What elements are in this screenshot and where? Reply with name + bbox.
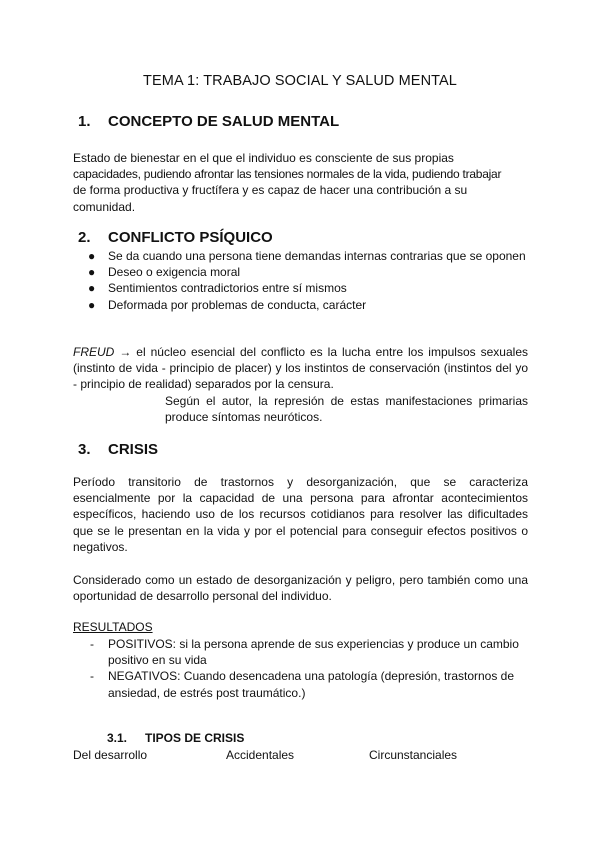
subsection-3-1-title: TIPOS DE CRISIS — [145, 731, 245, 745]
subsection-3-1-number: 3.1. — [107, 731, 128, 745]
crisis-paragraph-2: Considerado como un estado de desorganización y peligro, pero también como una oportunidad de desarrollo personal del individuo. — [73, 573, 528, 604]
crisis-paragraph-1: Período transitorio de trastornos y desorganización, que se caracteriza esencialmente por la capacidad de una persona para afrontar acontecimientos específicos, haciendo uso de los recursos cotidianos para resolver las dificultades que se le presentan en la vida y por el potencial para conseguir efectos positivos o negativos. — [73, 475, 528, 554]
freud-paragraph — [73, 344, 528, 393]
dash-icon: - — [90, 669, 94, 684]
section-2-title: CONFLICTO PSÍQUICO — [108, 229, 273, 246]
section-1-number: 1. — [78, 113, 91, 130]
crisis-type-accidental: Accidentales — [226, 748, 295, 762]
freud-indent-paragraph: Según el autor, la represión de estas manifestaciones primarias produce síntomas neuróticos. — [165, 394, 528, 425]
bullet-item — [88, 264, 528, 280]
arrow-icon: → — [119, 345, 132, 359]
results-label: RESULTADOS — [73, 620, 153, 634]
section-1-line: Estado de bienestar en el que el individuo es consciente de sus propias — [73, 151, 454, 165]
bullet-text: Deformada por problemas de conducta, carácter — [108, 297, 367, 312]
subsection-3-1-heading — [107, 731, 244, 745]
result-item — [88, 636, 528, 668]
result-text: NEGATIVOS: Cuando desencadena una patología (depresión, trastornos de ansiedad, de estrés post traumático.) — [108, 669, 515, 700]
section-3-title: CRISIS — [108, 441, 159, 458]
section-1-line: comunidad. — [73, 199, 136, 214]
results-list — [88, 636, 528, 701]
bullet-item — [88, 297, 528, 313]
dash-icon: - — [90, 637, 94, 651]
crisis-type-developmental: Del desarrollo — [73, 748, 148, 762]
freud-text: el núcleo esencial del conflicto es la lucha entre los impulsos sexuales (instinto de vida - principio de placer) y los instintos de conservación (instintos del yo - principio de realidad) separados por la censura. — [73, 345, 528, 392]
section-2-number: 2. — [78, 229, 91, 246]
bullet-item — [88, 280, 528, 296]
result-text: POSITIVOS: si la persona aprende de sus experiencias y produce un cambio positivo en su vida — [108, 637, 519, 668]
bullet-icon: ● — [88, 265, 96, 280]
bullet-icon: ● — [88, 281, 96, 296]
bullet-text: Deseo o exigencia moral — [108, 265, 241, 280]
bullet-icon: ● — [88, 297, 96, 312]
bullet-icon: ● — [88, 249, 96, 263]
section-1-line: de forma productiva y fructífera y es capaz de hacer una contribución a su — [73, 183, 468, 198]
freud-label: FREUD — [73, 345, 115, 359]
document-title: TEMA 1: TRABAJO SOCIAL Y SALUD MENTAL — [143, 73, 457, 89]
section-1-title: CONCEPTO DE SALUD MENTAL — [108, 113, 340, 130]
section-3-heading — [78, 441, 158, 458]
crisis-type-circumstantial: Circunstanciales — [369, 748, 458, 762]
section-1-heading — [78, 113, 339, 130]
conflict-bullet-list — [88, 248, 528, 313]
bullet-text: Se da cuando una persona tiene demandas internas contrarias que se oponen — [108, 249, 526, 263]
bullet-item — [88, 248, 528, 264]
section-1-paragraph — [73, 150, 528, 215]
section-2-heading — [78, 229, 273, 246]
section-3-number: 3. — [78, 441, 91, 458]
result-item — [88, 668, 528, 700]
section-1-line: capacidades, pudiendo afrontar las tensiones normales de la vida, pudiendo trabajar — [73, 167, 502, 182]
bullet-text: Sentimientos contradictorios entre sí mismos — [108, 281, 347, 296]
